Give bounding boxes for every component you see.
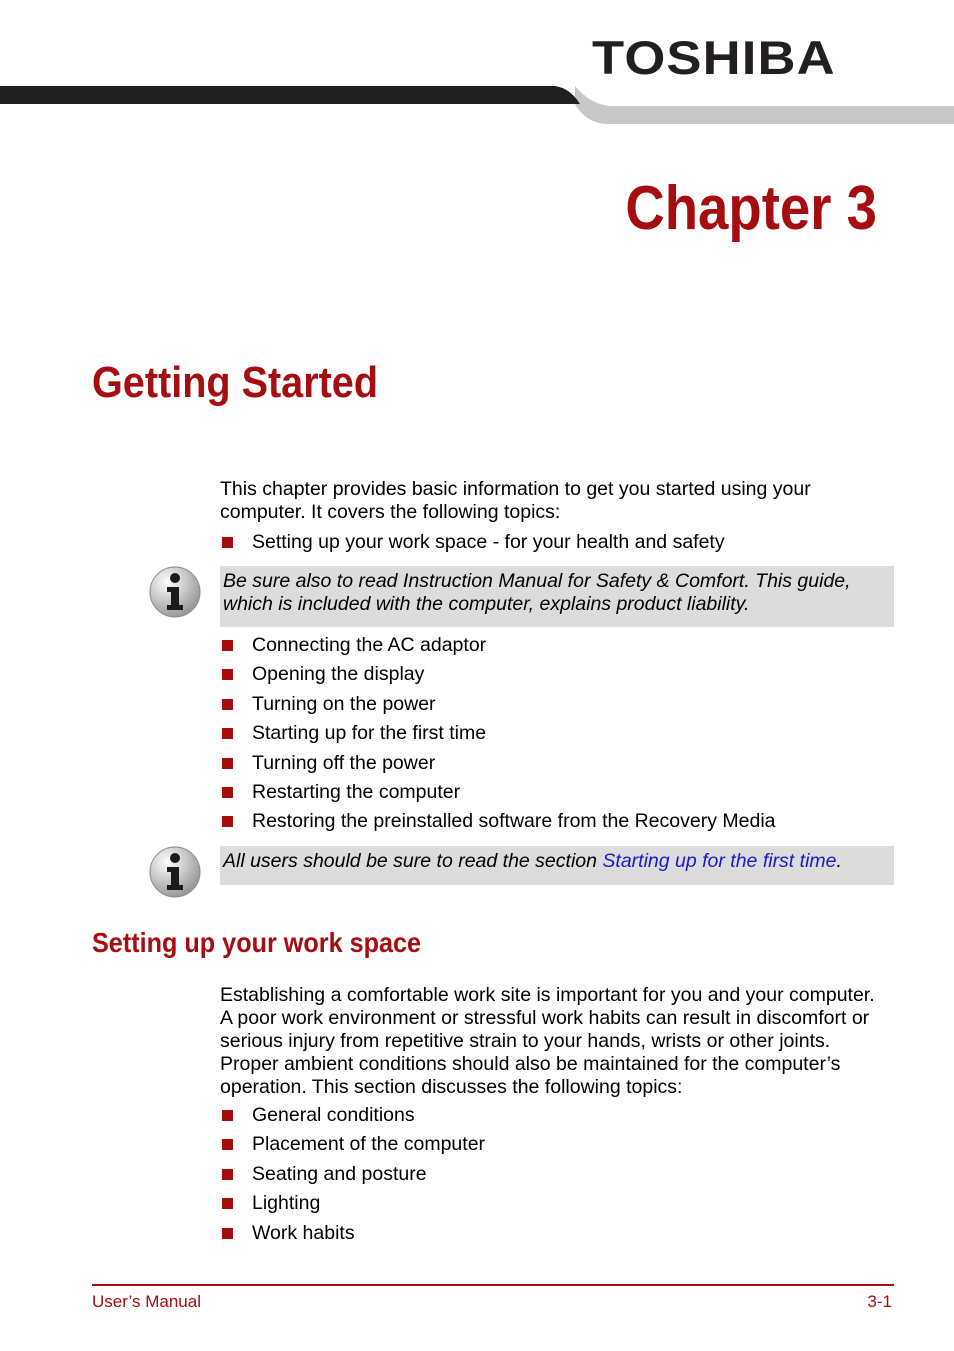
bullet-marker — [222, 787, 233, 798]
footer-manual-label: User’s Manual — [92, 1292, 201, 1311]
bullet-marker — [222, 1169, 233, 1180]
list-item: Restarting the computer — [222, 781, 460, 804]
bullet-marker — [222, 669, 233, 680]
info-icon — [148, 845, 202, 899]
footer-divider — [92, 1284, 894, 1286]
bullet-marker — [222, 1139, 233, 1150]
list-item: Placement of the computer — [222, 1133, 485, 1156]
chapter-heading: Chapter 3 — [625, 174, 877, 243]
list-item: Work habits — [222, 1222, 355, 1245]
bullet-marker — [222, 1228, 233, 1239]
list-item: Lighting — [222, 1192, 320, 1215]
bullet-marker — [222, 816, 233, 827]
section-heading: Setting up your work space — [92, 927, 422, 958]
list-item: Connecting the AC adaptor — [222, 634, 486, 657]
page-number: 3-1 — [867, 1292, 892, 1311]
list-item: Restoring the preinstalled software from the Recovery Media — [222, 810, 776, 833]
intro-paragraph: This chapter provides basic information to get you started using your computer. It covers the following topics: — [220, 478, 811, 523]
section-link[interactable]: Starting up for the first time — [602, 850, 837, 872]
list-item: General conditions — [222, 1104, 415, 1127]
bullet-marker — [222, 1110, 233, 1121]
list-item: Seating and posture — [222, 1163, 427, 1186]
bullet-marker — [222, 537, 233, 548]
info-icon — [148, 565, 202, 619]
note-box: All users should be sure to read the section Starting up for the first time. — [220, 846, 894, 885]
toshiba-logo: TOSHIBA — [592, 31, 836, 84]
header-band — [0, 80, 954, 126]
list-item: Setting up your work space - for your health and safety — [222, 531, 725, 554]
list-item: Opening the display — [222, 663, 424, 686]
list-item: Turning on the power — [222, 693, 436, 716]
list-item: Starting up for the first time — [222, 722, 486, 745]
page-title: Getting Started — [92, 358, 379, 407]
bullet-marker — [222, 728, 233, 739]
list-item: Turning off the power — [222, 752, 435, 775]
bullet-marker — [222, 1198, 233, 1209]
bullet-marker — [222, 758, 233, 769]
bullet-marker — [222, 640, 233, 651]
bullet-marker — [222, 699, 233, 710]
note-box: Be sure also to read Instruction Manual for Safety & Comfort. This guide, which is included with the computer, explains product liability. — [220, 566, 894, 627]
section-paragraph: Establishing a comfortable work site is important for you and your computer. A poor work environment or stressful work habits can result in discomfort or serious injury from repetitive strain to your hands, wrists or other joints. Proper ambient conditions should also be maintained for the computer’s operation. This section discusses the following topics: — [220, 984, 875, 1098]
